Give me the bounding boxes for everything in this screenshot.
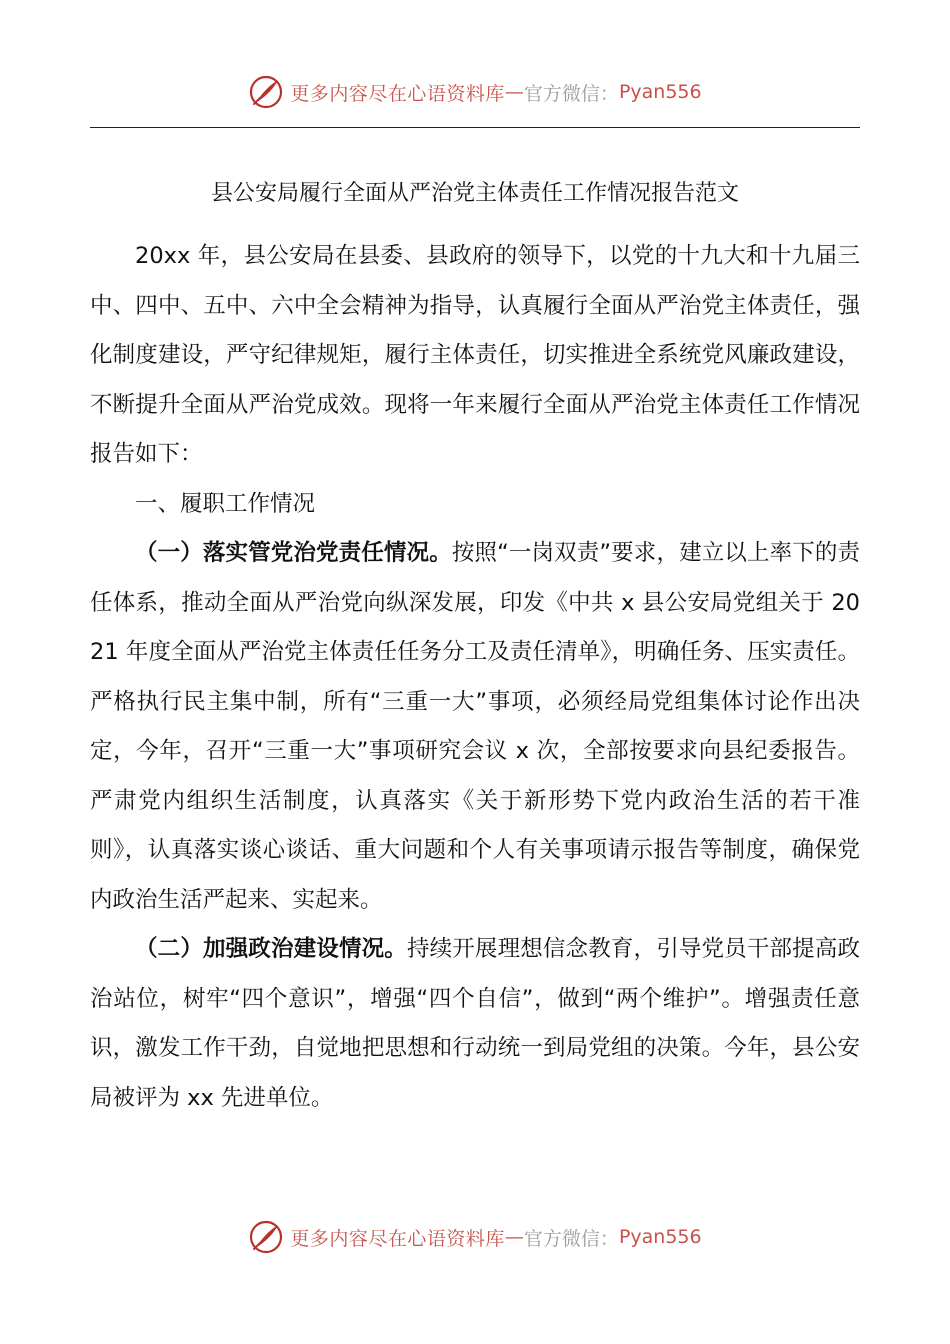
footer-banner <box>0 1215 950 1259</box>
footer-site-text: 更多内容尽在心语资料库 <box>290 1227 505 1250</box>
item-2-body: 持续开展理想信念教育，引导党员干部提高政治站位，树牢“四个意识”，增强“四个自信”，做到“两个维护”。增强责任意识，激发工作干劲，自觉地把思想和行动统一到局党组的决策。今年，县公安局被评为 xx 先进单位。 <box>90 936 860 1111</box>
footer-separator: — <box>504 1226 524 1248</box>
intro-paragraph: 20xx 年，县公安局在县委、县政府的领导下，以党的十九大和十九届三中、四中、五中、六中全会精神为指导，认真履行全面从严治党主体责任，强化制度建设，严守纪律规矩，履行主体责任，切实推进全系统党风廉政建设，不断提升全面从严治党成效。现将一年来履行全面从严治党主体责任工作情况报告如下： <box>90 243 860 467</box>
banner-site-text: 更多内容尽在心语资料库 <box>290 82 505 105</box>
banner-separator: — <box>504 81 524 103</box>
document-body <box>90 232 860 1123</box>
quill-logo-icon <box>248 1219 284 1255</box>
item-2-heading: （二）加强政治建设情况。 <box>135 936 407 962</box>
document-title: 县公安局履行全面从严治党主体责任工作情况报告范文 <box>210 181 739 206</box>
item-1-paragraph <box>90 529 860 925</box>
quill-logo-icon <box>248 74 284 110</box>
item-1-body: 按照“一岗双责”要求，建立以上率下的责任体系，推动全面从严治党向纵深发展，印发《中共 x 县公安局党组关于 2021 年度全面从严治党主体责任任务分工及责任清单》，明确任务、压实责任。严格执行民主集中制，所有“三重一大”事项，必须经局党组集体讨论作出决定，今年，召开“三重一大”事项研究会议 x 次，全部按要求向县纪委报告。严肃党内组织生活制度，认真落实《关于新形势下党内政治生活的若干准则》，认真落实谈心谈话、重大问题和个人有关事项请示报告等制度，确保党内政治生活严起来、实起来。 <box>90 540 860 913</box>
section-heading: 一、履职工作情况 <box>135 490 316 517</box>
banner-label: 官方微信： <box>523 82 619 105</box>
item-1-heading: （一）落实管党治党责任情况。 <box>135 540 452 566</box>
header-banner <box>0 70 950 114</box>
banner-wechat-id: Pyan556 <box>618 81 702 103</box>
item-2-paragraph <box>90 925 860 1123</box>
header-divider <box>90 127 860 128</box>
footer-wechat-id: Pyan556 <box>618 1226 702 1248</box>
footer-label: 官方微信： <box>523 1227 619 1250</box>
